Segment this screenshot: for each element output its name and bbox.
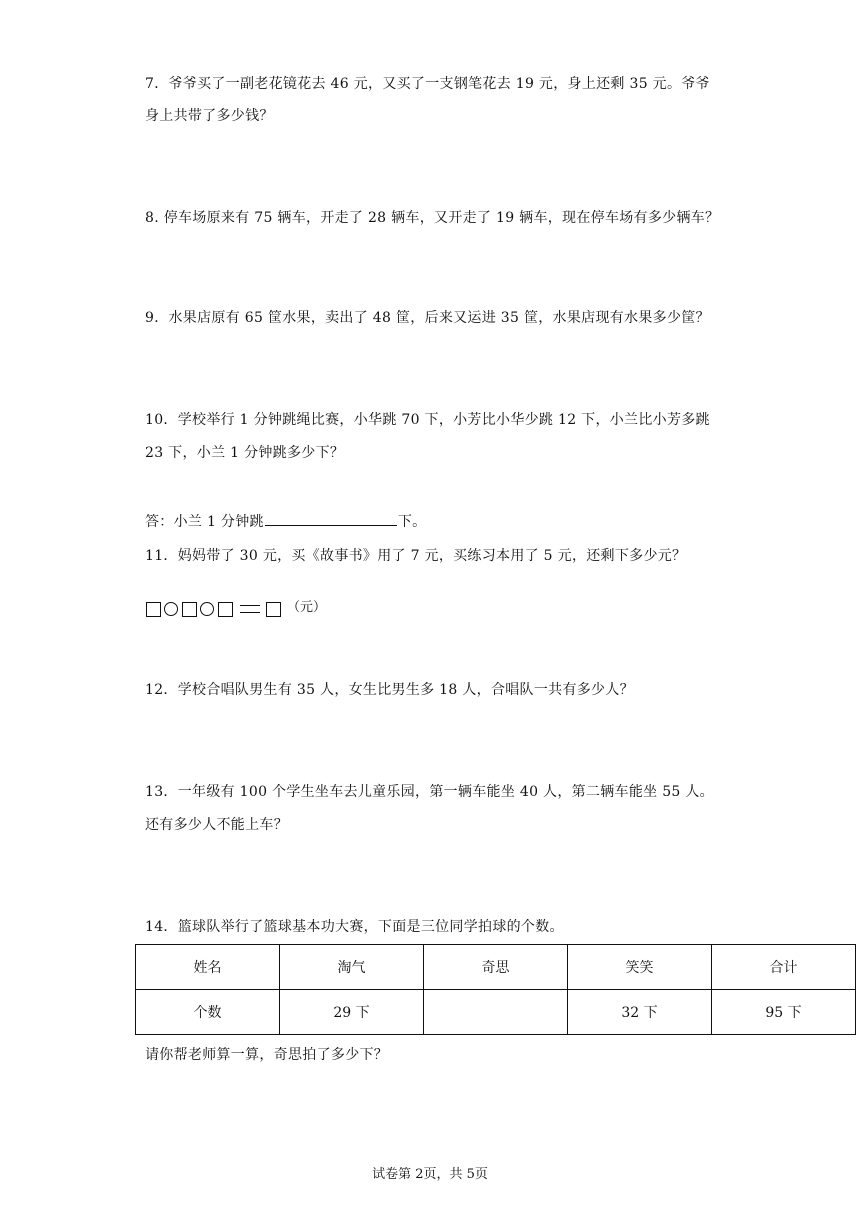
equals-sign [240, 605, 260, 613]
table-header-cell: 奇思 [424, 945, 568, 990]
question-7-line-2: 身上共带了多少钱？ [145, 108, 274, 124]
question-14-prompt: 请你帮老师算一算，奇思拍了多少下？ [145, 1047, 389, 1063]
question-12: 12．学校合唱队男生有 35 人，女生比男生多 18 人，合唱队一共有多少人？ [145, 682, 634, 698]
unit-label: （元） [287, 599, 327, 615]
question-10-line-1: 10．学校举行 1 分钟跳绳比赛，小华跳 70 下，小芳比小华少跳 12 下，小兰比小芳多跳 [145, 412, 710, 428]
score-table [135, 944, 856, 1035]
question-8: 8. 停车场原来有 75 辆车，开走了 28 辆车，又开走了 19 辆车，现在停车场有多少辆车？ [145, 210, 720, 226]
answer-blank[interactable] [265, 511, 397, 526]
question-7-line-1: 7．爷爷买了一副老花镜花去 46 元，又买了一支钢笔花去 19 元，身上还剩 35 元。爷爷 [145, 76, 710, 92]
table-header-cell: 笑笑 [568, 945, 712, 990]
equation-template [146, 597, 326, 621]
box-blank[interactable] [182, 602, 197, 617]
question-11: 11．妈妈带了 30 元，买《故事书》用了 7 元，买练习本用了 5 元，还剩下多少元？ [145, 548, 687, 564]
answer-suffix: 下。 [397, 514, 427, 530]
box-blank[interactable] [146, 602, 161, 617]
table-cell: 29 下 [280, 990, 424, 1035]
table-cell-blank[interactable] [424, 990, 568, 1035]
operator-circle[interactable] [164, 602, 178, 616]
answer-prefix: 答：小兰 1 分钟跳 [145, 514, 264, 530]
question-13-line-2: 还有多少人不能上车？ [145, 817, 288, 833]
box-blank[interactable] [218, 602, 233, 617]
question-10-line-2: 23 下，小兰 1 分钟跳多少下？ [145, 445, 345, 461]
question-9: 9．水果店原有 65 筐水果，卖出了 48 筐，后来又运进 35 筐，水果店现有水果多少筐？ [145, 310, 710, 326]
question-13-line-1: 13．一年级有 100 个学生坐车去儿童乐园，第一辆车能坐 40 人，第二辆车能坐 55 人。 [145, 784, 714, 800]
table-cell: 个数 [136, 990, 280, 1035]
table-header-row [136, 945, 856, 990]
operator-circle[interactable] [200, 602, 214, 616]
question-14: 14．篮球队举行了篮球基本功大赛，下面是三位同学拍球的个数。 [145, 919, 564, 935]
table-header-cell: 合计 [712, 945, 856, 990]
table-row [136, 990, 856, 1035]
page-footer: 试卷第 2页，共 5页 [372, 1167, 488, 1182]
question-10-answer [145, 511, 426, 532]
table-cell: 32 下 [568, 990, 712, 1035]
table-cell: 95 下 [712, 990, 856, 1035]
result-box-blank[interactable] [266, 602, 281, 617]
table-header-cell: 姓名 [136, 945, 280, 990]
table-header-cell: 淘气 [280, 945, 424, 990]
